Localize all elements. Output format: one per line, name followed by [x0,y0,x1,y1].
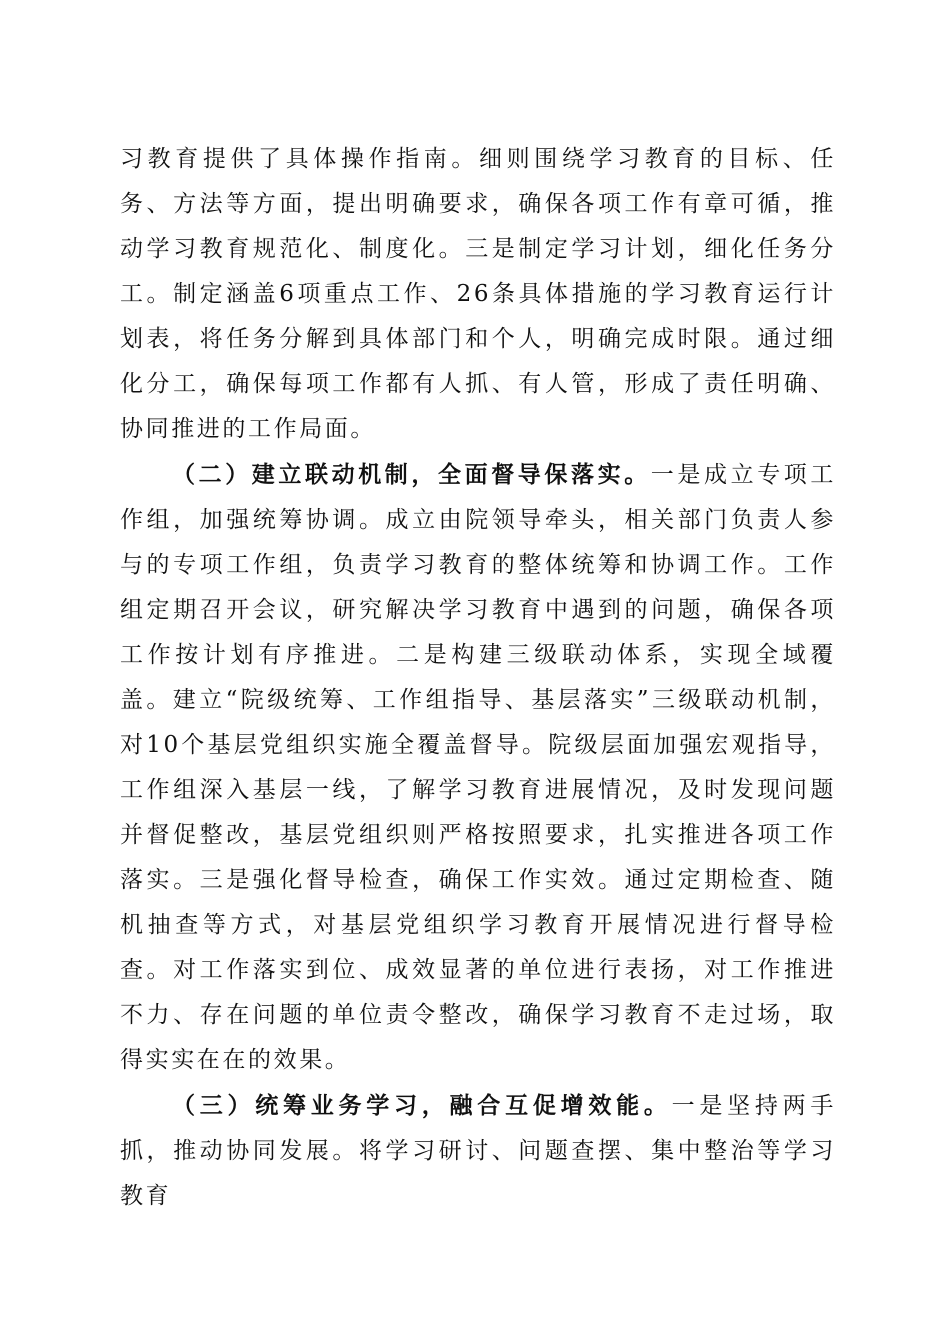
section-heading: （二）建立联动机制，全面督导保落实。 [172,461,651,488]
paragraph-section-3 [120,1083,836,1219]
paragraph-text: 一是成立专项工作组，加强统筹协调。成立由院领导牵头，相关部门负责人参与的专项工作组，负责学习教育的整体统筹和协调工作。工作组定期召开会议，研究解决学习教育中遇到的问题，确保各项工作按计划有序推进。二是构建三级联动体系，实现全域覆盖。建立“院级统筹、工作组指导、基层落实”三级联动机制，对10个基层党组织实施全覆盖督导。院级层面加强宏观指导，工作组深入基层一线，了解学习教育进展情况，及时发现问题并督促整改，基层党组织则严格按照要求，扎实推进各项工作落实。三是强化督导检查，确保工作实效。通过定期检查、随机抽查等方式，对基层党组织学习教育开展情况进行督导检查。对工作落实到位、成效显著的单位进行表扬，对工作推进不力、存在问题的单位责令整改，确保学习教育不走过场，取得实实在在的效果。 [120,462,836,1073]
document-body [120,137,836,1219]
paragraph-continuation [120,137,836,452]
paragraph-text: 习教育提供了具体操作指南。细则围绕学习教育的目标、任务、方法等方面，提出明确要求，确保各项工作有章可循，推动学习教育规范化、制度化。三是制定学习计划，细化任务分工。制定涵盖6项重点工作、26条具体措施的学习教育运行计划表，将任务分解到具体部门和个人，明确完成时限。通过细化分工，确保每项工作都有人抓、有人管，形成了责任明确、协同推进的工作局面。 [120,146,836,442]
paragraph-section-2 [120,452,836,1083]
section-heading: （三）统筹业务学习，融合互促增效能。 [172,1092,672,1119]
paragraph-text: 一是坚持两手抓，推动协同发展。将学习研讨、问题查摆、集中整治等学习教育 [120,1093,836,1209]
